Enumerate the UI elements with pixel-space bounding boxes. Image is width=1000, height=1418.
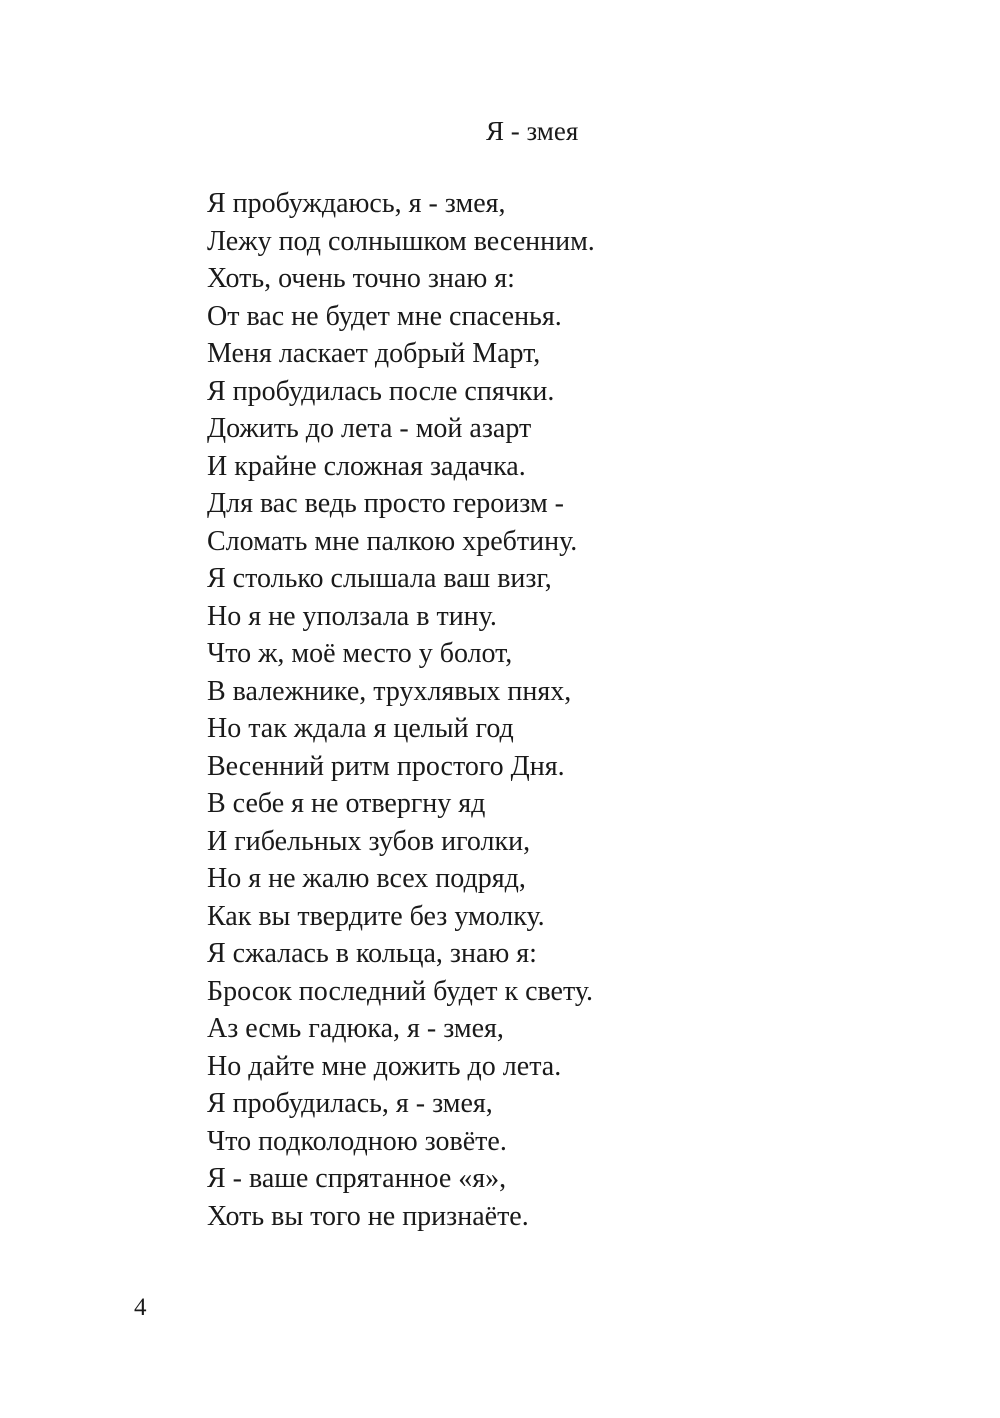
poem-line: И гибельных зубов иголки,: [207, 825, 531, 857]
poem-line: Меня ласкает добрый Март,: [207, 338, 541, 369]
poem-body: [207, 185, 595, 1235]
poem-line: Но так ждала я целый год: [207, 713, 514, 744]
poem-line: Лежу под солнышком весенним.: [207, 225, 595, 257]
poem-line: Я пробудилась, я - змея,: [207, 1088, 493, 1119]
poem-line: И крайне сложная задачка.: [207, 450, 526, 482]
poem-line: Я пробудилась после спячки.: [207, 375, 555, 407]
poem-line: Что подколодною зовёте.: [207, 1125, 507, 1157]
poem-title: Я - змея: [486, 116, 579, 146]
poem-line: Я пробуждаюсь, я - змея,: [207, 188, 506, 219]
poem-line: В себе я не отвергну яд: [207, 788, 486, 819]
poem-line: Но я не уползала в тину.: [207, 600, 497, 632]
poem-line: Но я не жалю всех подряд,: [207, 863, 526, 894]
page-number: 4: [134, 1294, 147, 1321]
poem-line: В валежнике, трухлявых пнях,: [207, 675, 572, 707]
poem-line: Хоть, очень точно знаю я:: [207, 263, 515, 294]
poem-line: Бросок последний будет к свету.: [207, 975, 594, 1007]
poem-line: Хоть вы того не признаёте.: [207, 1200, 529, 1232]
poem-line: Весенний ритм простого Дня.: [207, 750, 565, 782]
poem-line: Для вас ведь просто героизм -: [207, 488, 564, 519]
poem-line: Как вы твердите без умолку.: [207, 900, 545, 932]
poem-line: Дожить до лета - мой азарт: [207, 413, 532, 444]
poem-line: Аз есмь гадюка, я - змея,: [207, 1013, 504, 1044]
poem-line: Но дайте мне дожить до лета.: [207, 1050, 562, 1082]
poem-line: От вас не будет мне спасенья.: [207, 300, 562, 332]
poem-line: Сломать мне палкою хребтину.: [207, 525, 578, 557]
poem-line: Я - ваше спрятанное «я»,: [207, 1163, 507, 1194]
poem-line: Я столько слышала ваш визг,: [207, 563, 552, 594]
poem-line: Я сжалась в кольца, знаю я:: [207, 938, 537, 969]
poem-line: Что ж, моё место у болот,: [207, 638, 513, 669]
